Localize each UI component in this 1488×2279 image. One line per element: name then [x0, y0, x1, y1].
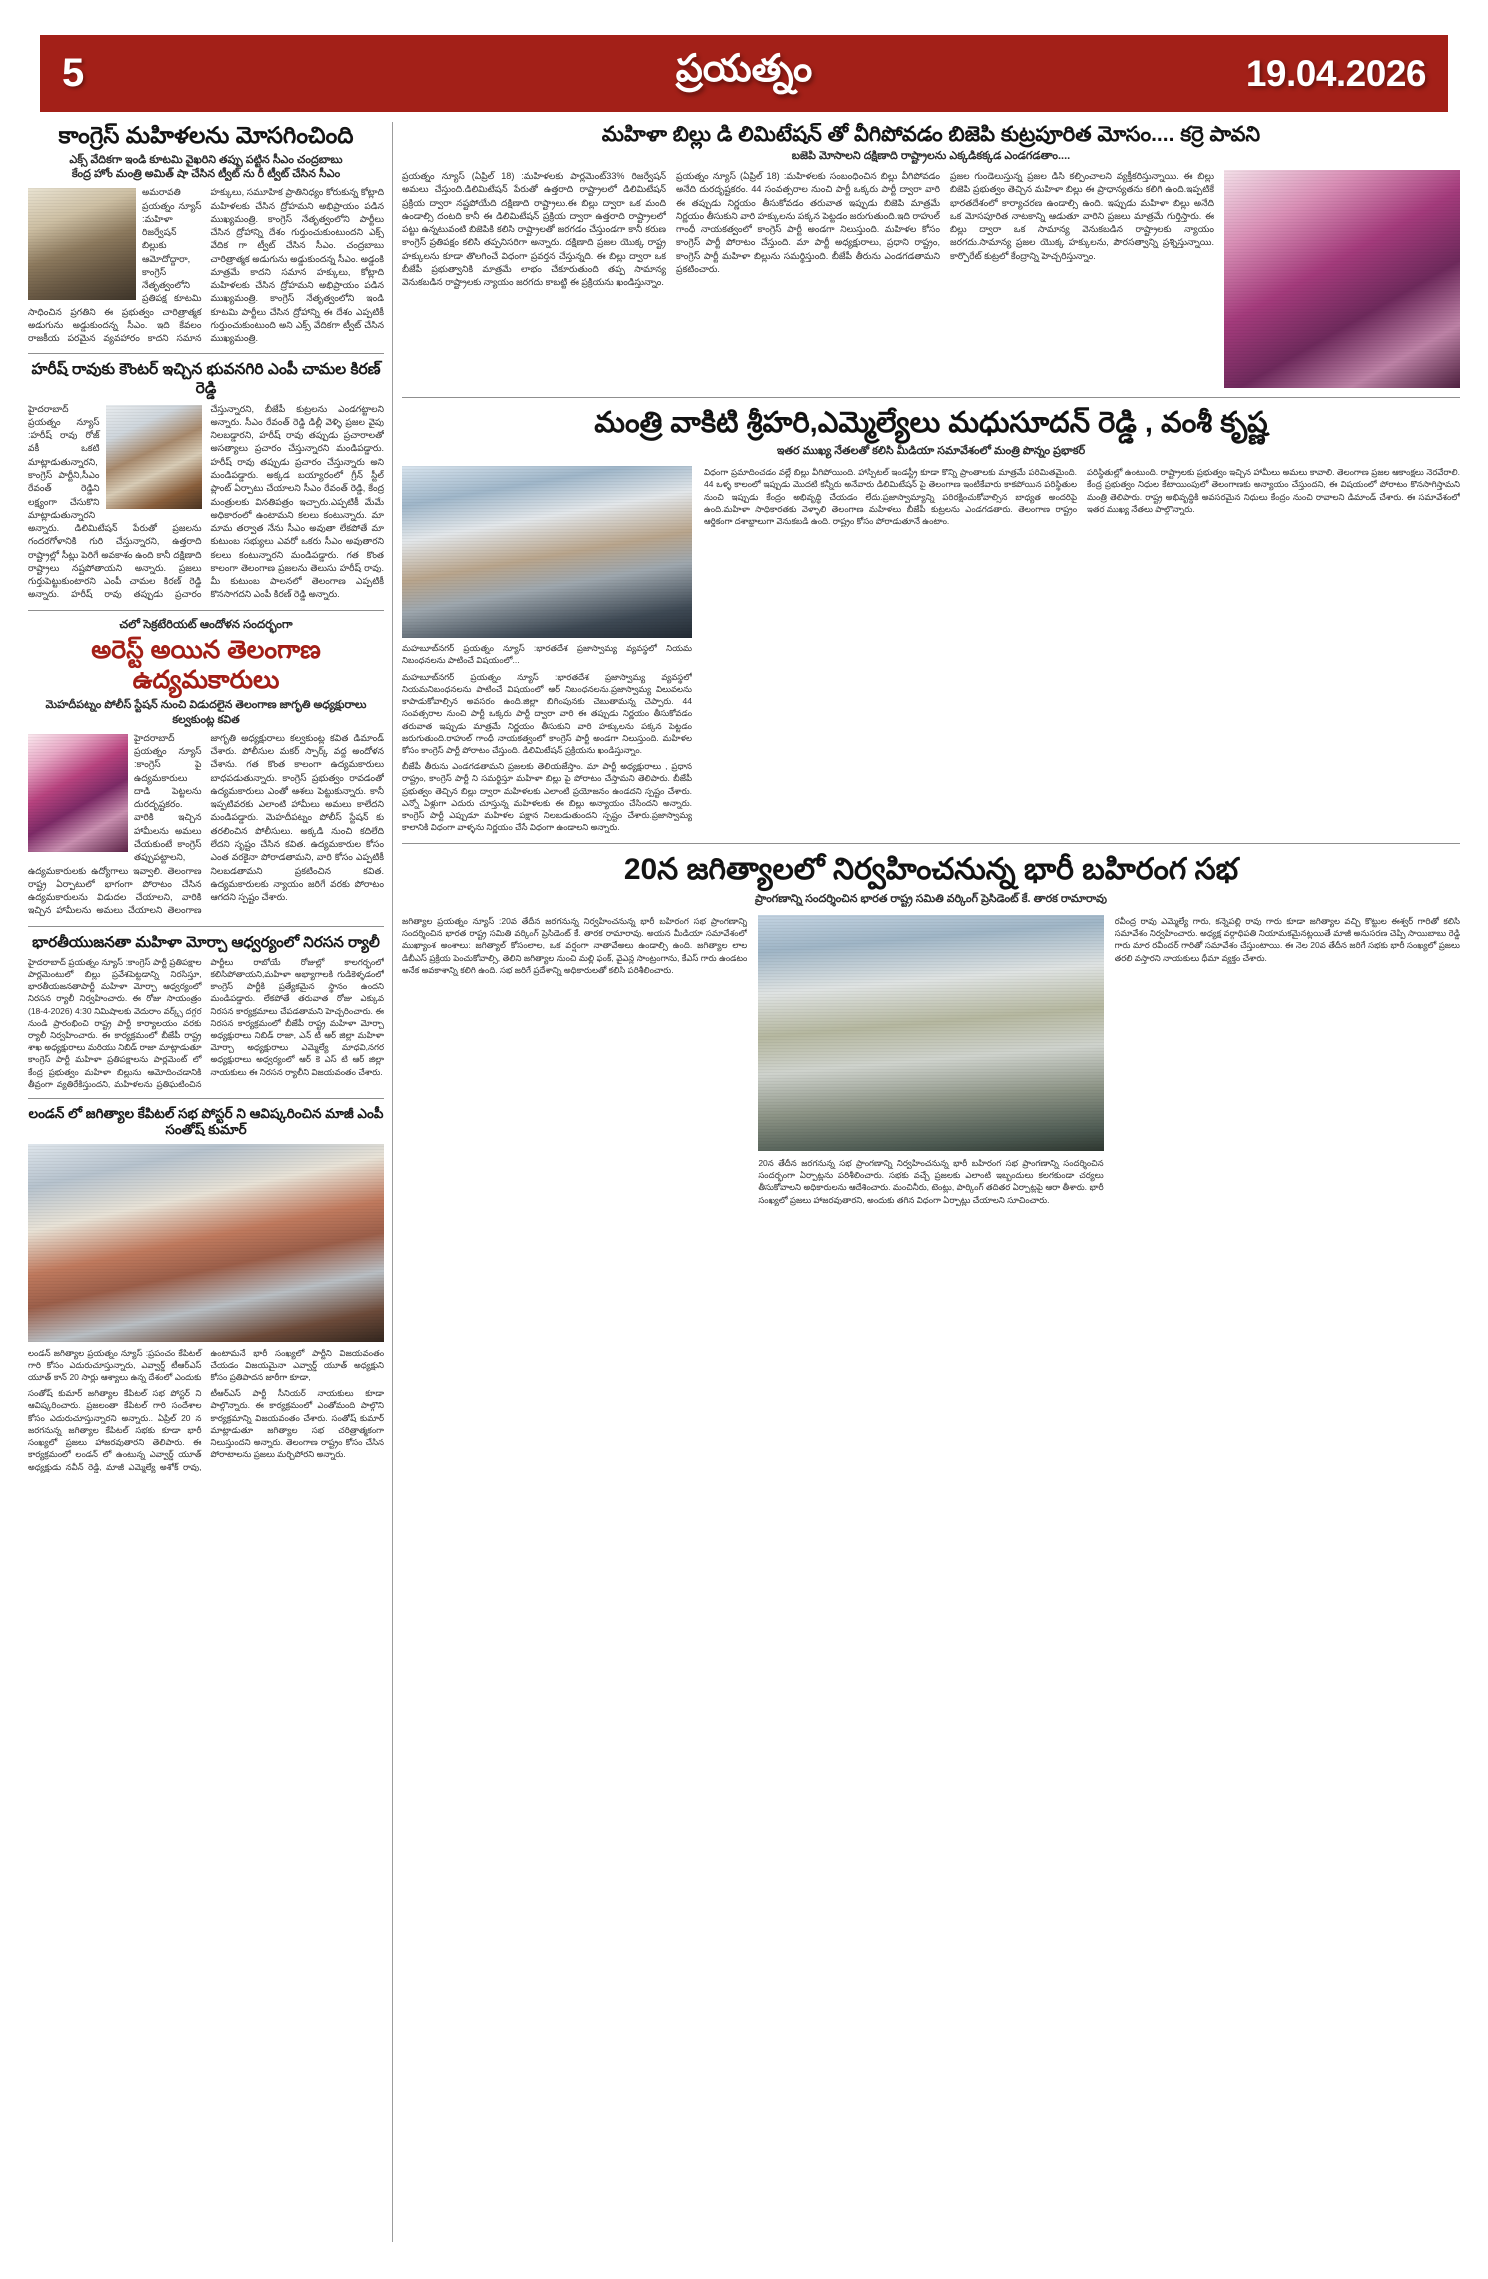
chamala-kiran-reddy-photo	[106, 405, 202, 509]
story2-headline: హరీష్ రావుకు కౌంటర్ ఇచ్చిన భువనగిరి ఎంపీ చామల కిరణ్ రెడ్డి	[31, 361, 381, 398]
poster-launch-photo	[28, 1144, 384, 1342]
karre-pavani-photo	[1224, 170, 1460, 388]
story4-headline: భారతీయుజనతా మహిళా మోర్చా ఆధ్వర్యంలో నిరసన ర్యాలీ	[32, 933, 380, 951]
story5-caption: లండన్ జగిత్యాల ప్రయత్నం న్యూస్ :ప్రపంచం కేపిటల్ గారి కోసం ఎదురుచూస్తున్నారు, ఎవ్వార్డ్ టీఆర్ఎస్ యూత్ కాన్ 20 సార్లు ఆశ్యాలు ఉన్న దేశంలో ఎందుకు ఉంటామనే భారీ సంఖ్యలో పార్టీని విజయవంతం చేయడం విజయమైనా ఎవ్వార్డ్ యూత్ అధ్యక్షుని కోసం ప్రతిపాదన జారీగా కూడా,	[28, 1347, 384, 1382]
brs-leaders-group-photo	[758, 915, 1103, 1151]
chandrababu-naidu-photo	[28, 188, 136, 300]
divider	[28, 926, 384, 927]
story-arrested-activists	[28, 618, 384, 918]
section2-col2: బీజేపీ తీరును ఎండగడతామని ప్రజలకు తెలియజేస్తాం. మా పార్టీ అధ్యక్షురాలు , ప్రధాన రాష్ట్రం, కాంగ్రెస్ పార్టీ ని సమర్థిస్తూ మహిళా బిల్లు పై పోరాటం చేస్తామని తెలిపారు. బీజేపీ ప్రభుత్వం తెచ్చిన బిల్లు ద్వారా మహిళలకు ఎలాంటి ప్రయోజనం ఉండదని స్పష్టం చేశారు. ఎన్నో ఏళ్లుగా ఎదురు చూస్తున్న మహిళలకు ఈ బిల్లు అన్యాయం చేసిందని అన్నారు. కాంగ్రెస్ పార్టీ ఎప్పుడూ మహిళల పక్షాన నిలబడుతుందని స్పష్టం చేశారు.ప్రజాస్వామ్య కాలానికి విధంగా వాళ్ళను నిర్ణయం చేసే విధంగా ఉండాలని అన్నారు.	[402, 761, 692, 833]
story3-body: హైదరాబాద్ ప్రయత్నం న్యూస్ :కాంగ్రెస్ పై ఉద్యమకారులు దాడి పెట్టలను దురదృష్టకరం. వారికి ఇచ్చిన హామీలను అమలు చేయకుంటే కాంగ్రెస్ తప్పుపట్టాలని, ఉద్యమకారులకు ఉద్యోగాలు ఇవ్వాలి. తెలంగాణ రాష్ట్ర ఏర్పాటులో భాగంగా పోరాటం చేసిన ఉద్యమకారులను విడుదల చేయాలని, వారికి ఇచ్చిన హామీలను అమలు చేయాలని తెలంగాణ జాగృతి అధ్యక్షురాలు కల్వకుంట్ల కవిత డిమాండ్ చేశారు. పోలీసుల మకర్ స్పార్క్ వద్ద అందోళన చేశాను. గత కొంత కాలంగా ఉద్యమకారులు బాధపడుతున్నారు. కాంగ్రెస్ ప్రభుత్వం రావడంతో ఉద్యమకారులు ఎంతో ఆశలు పెట్టుకున్నారు. కానీ ఇప్పటివరకు ఎలాంటి హామీలు అమలు కాలేదని మండిపడ్డారు. మెహదీపట్నం పోలీస్ స్టేషన్ కు తరలించిన పోలీసులు. అక్కడి నుంచి కదిలేది లేదని సృష్టం చేసిన కవిత. ఉద్యమకారుల కోసం ఎంత వరకైనా పోరాడతామని, వారి కోసం ఎప్పటికీ నిలబడతామని ప్రకటించిన కవిత. ఉద్యమకారులకు న్యాయం జరిగే వరకు పోరాటం ఆగదని స్పష్టం చేశారు.	[28, 732, 384, 916]
divider	[402, 843, 1460, 844]
section-minister-press-meet	[402, 406, 1460, 834]
kalvakuntla-kavitha-photo	[28, 734, 128, 852]
section3-headline: 20న జగిత్యాలలో నిర్వహించనున్న భారీ బహిరంగ సభ	[623, 852, 1239, 886]
story1-deck-2: కేంద్ర హోం మంత్రి అమిత్ షా చేసిన ట్వీట్ ను రీ ట్వీట్ చేసిన సీఎం	[71, 168, 341, 181]
divider	[402, 397, 1460, 398]
section1-col3: ప్రజల గుండెలుస్తున్న ప్రజల డిసి కల్పించాలని వ్యక్తీకరిస్తున్నాయి. ఈ బిల్లు బిజెపి ప్రభుత్వం తెచ్చిన మహిళా బిల్లు ఈ ప్రాధాన్యతను కలిగి ఉంది.ఇప్పటికే భారతదేశంలో కార్యాచరణ ఉండాల్సి ఉంది. ఇప్పుడు మహిళా బిల్లు అనేది ఒక మోసపూరిత నాటకాన్ని ఆడుతూ వారిని ప్రజలు మాత్రమే గుర్తిస్తారు. ఈ బిల్లు ద్వారా ఒక సామాన్య వెనుకబడిన రాష్ట్రాలకు న్యాయం జరగదు.సామాన్య ప్రజల యొక్క హక్కులను, పౌరసత్వాన్ని ప్రశ్నిస్తున్నాయి. కార్పొరేట్ కుట్రలో కేంద్రాన్ని హెచ్చరిస్తున్నాం.	[950, 171, 1214, 261]
story-congress-mahilalanu	[28, 122, 384, 345]
section2-col4: పరిస్థితుల్లో ఉంటుంది. రాష్ట్రాలకు ప్రభుత్వం ఇచ్చిన హామీలు అమలు కావాలి. తెలంగాణ ప్రజల ఆకాంక్షలు నెరవేరాలి. కేంద్ర ప్రభుత్వం నిధుల కేటాయింపులో తెలంగాణకు అన్యాయం చేస్తుందని, ఈ విషయంలో పోరాటం కొనసాగిస్తామని మంత్రి తెలిపారు. రాష్ట్ర అభివృద్ధికి అవసరమైన నిధులు కేంద్రం నుంచి రావాలని డిమాండ్ చేశారు. ఈ సమావేశంలో ఇతర ముఖ్య నేతలు పాల్గొన్నారు.	[1087, 467, 1460, 514]
section1-col1: ప్రయత్నం న్యూస్ (ఏప్రిల్ 18) :మహిళలకు పార్లమెంట్33% రిజర్వేషన్ అమలు చేస్తుంది.డిలిమిటేషన్ పేరుతో ఉత్తరాది రాష్ట్రాలలో డిలిమిటేషన్ ప్రక్రియ ద్వారా నష్టపోయేది దక్షిణాది రాష్ట్రాలు.ఈ బిల్లు ద్వారా ఒక మంది ఉండాల్సి దంటది కానీ ఈ డిలిమిటేషన్ ప్రక్రియ ద్వారా ఉత్తరాది రాష్ట్రాలలో పట్టు ఉన్నటువంటి బిజెపికి కలిసి రాష్ట్రాలతో జరగడం చేస్తుండగా కానీ కరుణ కాంగ్రెస్ ప్రతిపక్షం కలిసి తప్పనిసరిగా అన్నారు. దక్షిణాది ప్రజల యొక్క రాష్ట్ర హక్కులను కూడా తొలగించే విధంగా ప్రవర్తన చేస్తున్నది. ఈ బిల్లు ద్వారా ఒక బీజేపీ ప్రభుత్వానికి మాత్రమే లాభం చేకూరుతుంది తప్ప సామాన్య వెనుకబడిన రాష్ట్రాలకు న్యాయం జరగదు కాబట్టి ఈ ప్రక్రియను ఖండిస్తున్నాం.	[402, 171, 666, 288]
story2-body: హైదరాబాద్ ప్రయత్నం న్యూస్ :హరీష్ రావు రోజ్ వకీ ఒకటి మాట్లాడుతున్నారని, కాంగ్రెస్ పార్టీని,సీఎం రేవంత్ రెడ్డిని లక్ష్యంగా చేసుకొని మాట్లాడుతున్నారని అన్నారు. డిలిమిటేషన్ పేరుతో ప్రజలను గందరగోళానికి గురి చేస్తున్నారని, ఉత్తరాది రాష్ట్రాల్లో సీట్లు పెరిగే అవకాశం ఉంది కానీ దక్షిణాది రాష్ట్రాలు నష్టపోతాయని అన్నారు. ప్రజలు గుర్తుపెట్టుకుంటారని ఎంపీ చామల కిరణ్ రెడ్డి అన్నారు. హరీష్ రావు తప్పుడు ప్రచారం చేస్తున్నారని, బీజేపీ కుట్రలను ఎండగట్టాలని అన్నారు. సీఎం రేవంత్ రెడ్డి డిల్లీ వెళ్ళి ప్రజల వైపు నిలబడ్డారని, హరీష్ రావు తప్పుడు ప్రచారాలతో అసత్యాలు ప్రచారం చేస్తున్నారని మండిపడ్డారు. హరీష్ రావు తప్పుడు ప్రచారం చేస్తున్నారు అని మండిపడ్డారు. అక్కడ బయ్యారంలో గ్రీన్ స్టీల్ ప్లాంట్ ఏర్పాటు చేయాలని సీఎం రేవంత్ రెడ్డి, కేంద్ర మంత్రులకు వినతిపత్రం ఇచ్చారు.ఎప్పటికీ మేమే అధికారంలో ఉంటామని కలలు కంటున్నారు. మా మామ తర్వాత నేను సీఎం అవుతా లేకపోతే మా కుటుంబ సభ్యులు ఎవరో ఒకరు సీఎం అవుతారని కలలు కంటున్నారని మండిపడ్డారు. గత కొంత కాలంగా తెలంగాణ ప్రజలను తెలుసు హరీష్ రావు. మీ కుటుంబ పాలనలో తెలంగాణ ఎప్పటికీ కొనసాగదని ఎంపీ కిరణ్ రెడ్డి అన్నారు.	[28, 403, 384, 600]
story5-headline: లండన్ లో జగిత్యాల కేపిటల్ సభ పోస్టర్ ని ఆవిష్కరించిన మాజీ ఎంపీ సంతోష్ కుమార్	[28, 1106, 384, 1138]
divider	[28, 610, 384, 611]
story3-kicker: చలో సెక్రటేరియట్ ఆందోళన సందర్భంగా	[119, 618, 293, 631]
divider	[28, 353, 384, 354]
main-content-area	[402, 122, 1460, 2242]
page-number: 5	[62, 51, 85, 95]
story-harish-rao-counter	[28, 361, 384, 601]
section2-headline: మంత్రి వాకిటి శ్రీహరి,ఎమ్మెల్యేలు మధుసూదన్ రెడ్డి , వంశీ కృష్ణ	[594, 407, 1268, 440]
section2-photo-caption: మహబూబ్‌నగర్ ప్రయత్నం న్యూస్ :భారతదేశ ప్రజాస్వామ్య వ్యవస్థలో నియమ నిబంధనలను పాటించే విషయంలో...	[402, 643, 692, 666]
left-column	[28, 122, 384, 2242]
story5-body: సంతోష్ కుమార్ జగిత్యాల కేపిటల్ సభ పోస్టర్ ని ఆవిష్కరించారు. ప్రజలంతా కేపిటల్ గారి సందేశాల కోసం ఎదురుచూస్తున్నారని అన్నారు.. ఏప్రిల్ 20 న జరగనున్న జగిత్యాల కేపిటల్ సభకు కూడా భారీ సంఖ్యలో ప్రజలు హాజరవుతారని తెలిపారు. ఈ కార్యక్రమంలో లండన్ లో ఉంటున్న ఎవ్వార్డ్ యూత్ అధ్యక్షుడు నవీన్ రెడ్డి, మాజీ ఎమ్మెల్యే అశోక్ రావు, టీఆర్ఎస్ పార్టీ సీనియర్ నాయకులు కూడా పాల్గొన్నారు. ఈ కార్యక్రమంలో ఎంతోమంది పాల్గొని కార్యక్రమాన్ని విజయవంతం చేశారు. సంతోష్ కుమార్ మాట్లాడుతూ జగిత్యాల సభ చరిత్రాత్మకంగా నిలుస్తుందని అన్నారు. తెలంగాణ రాష్ట్రం కోసం చేసిన పోరాటాలను ప్రజలు మర్చిపోరని అన్నారు.	[28, 1388, 384, 1472]
section3-col3: రవీంద్ర రావు ఎమ్మెల్యే గారు, కన్నెపల్లి రావు గారు కూడా జగిత్యాల వచ్చి కొట్టుల ఈశ్వర్ గారితో కలిసి సమావేశం నిర్వహించారు. అధ్యక్ష వర్గాధిపతి నియామకమైనట్లయితే మాజీ అనుసరణ చెప్పి సాయిబాబు రెడ్డి గారు మార రవీందర్ గారితో సమావేశం చేస్తుంటాయి. ఈ నెల 20వ తేదీన జరిగే సభకు భారీ సంఖ్యలో ప్రజలు తరలి వస్తారని నాయకులు ధీమా వ్యక్తం చేశారు.	[1114, 915, 1460, 963]
story3-headline: అరెస్ట్ అయిన తెలంగాణ ఉద్యమకారులు	[91, 636, 321, 695]
section3-deck: ప్రాంగణాన్ని సందర్శించిన భారత రాష్ట్ర సమితి వర్కింగ్ ప్రెసిడెంట్ కే. తారక రామారావు	[754, 893, 1107, 905]
story3-deck: మెహదీపట్నం పోలీస్ స్టేషన్ నుంచి విడుదలైన తెలంగాణ జాగృతి అధ్యక్షురాలు కల్వకుంట్ల కవిత	[45, 699, 367, 726]
story1-body: అమరావతి ప్రయత్నం న్యూస్ :మహిళా రిజర్వేషన్ బిల్లుకు ఆమోదోద్దారా, కాంగ్రెస్ నేతృత్వంలోని ప్రతిపక్ష కూటమి సాధించిన ప్రగతిని ఈ ప్రభుత్వం చారిత్రాత్మక అడుగును అడ్డుకుందన్న సీఎం. ఇది కేవలం రాజకీయ పరమైన వ్యవహారం కాదని సమాన హక్కులు, సమూహిక ప్రాతినిధ్యం కోరుకున్న కోట్లాది మహిళలకు చేసిన ద్రోహమని అభిప్రాయం పడిన ముఖ్యమంత్రి. కాంగ్రెస్ నేతృత్వంలోని పార్టీలు చేసిన ద్రోహాన్ని దేశం గుర్తుంచుకుంటుందని ఎక్స్ వేదిక గా ట్వీట్ చేసిన సీఎం. చంద్రబాబు చారిత్రాత్మక అడుగును అడ్డుకుందన్న సీఎం. అడ్డంకి మాత్రమే కాదని సమాన హక్కులు, కోట్లాది మహిళలకు చేసిన ద్రోహమని అభిప్రాయం పడిన ముఖ్యమంత్రి. కాంగ్రెస్ నేతృత్వంలోని ఇండి కూటమి పార్టీలు చేసిన ద్రోహాన్ని ఈ దేశం ఎప్పటికీ గుర్తుంచుకుంటుంది అని ఎక్స్ వేదికగా ట్వీట్ చేసిన ముఖ్యమంత్రి.	[28, 187, 384, 344]
section2-right-text	[704, 466, 1460, 834]
section-jagityal-public-meeting	[402, 852, 1460, 1206]
section2-col1: మహబూబ్‌నగర్ ప్రయత్నం న్యూస్ :భారతదేశ ప్రజాస్వామ్య వ్యవస్థలో నియమనిబంధనలను పాటించే విషయంలో ఆర్ నిబంధనలను.ప్రజాస్వామ్య విలువలను కాపాడుకోవాల్సిన అవసరం ఉంది.జిల్లా బిగింపునకు చెబుతామన్న చెప్పారు. 44 సంవత్సరాల నుంచి పార్టీ ఒక్కరు పార్టీ ద్వారా వారి ఈ తప్పుడు నిర్ణయం తీసుకోవడం తరువాత ఇప్పుడు మాత్రమే నిర్ణయం తీసుకుని వారి హక్కులను పక్కన పెట్టడం జరుగుతుంది.రాహుల్ గాంధీ నాయకత్వంలో కాంగ్రెస్ పార్టీ అండగా నిలుస్తుంది. మహిళల కోసం కాంగ్రెస్ పార్టీ పోరాటం చేస్తుంది. డిలిమిటేషన్ ప్రక్రియను ఖండిస్తున్నాం.	[402, 671, 692, 755]
section1-col2: ప్రయత్నం న్యూస్ (ఏప్రిల్ 18) :మహిళలకు సంబంధించిన బిల్లు వీగిపోవడం అనేది దురదృష్టకరం. 44 సంవత్సరాల నుంచి పార్టీ ఒక్కరు పార్టీ ద్వారా వారి ఈ తప్పుడు నిర్ణయం తీసుకోవడం తరువాత ఇప్పుడు బిజెపి మాత్రమే నిర్ణయం తీసుకుని వారి హక్కులను పక్కన పెట్టడం జరుగుతుంది.ఇది రాహుల్ గాంధీ నాయకత్వంలో కాంగ్రెస్ పార్టీ అండగా నిలుస్తుంది. మహిళల కోసం కాంగ్రెస్ పార్టీ పోరాటం చేస్తుంది. మా పార్టీ అధ్యక్షురాలు, ప్రధాని రాష్ట్రం, కాంగ్రెస్ పార్టీ మహిళా బిల్లును సమర్థిస్తుంది. బీజేపీ తీరును ఎండగడతామని ప్రకటించారు.	[676, 171, 940, 274]
section3-right	[1115, 915, 1460, 1206]
publication-date: 19.04.2026	[1245, 52, 1426, 94]
section1-deck: బజెపి మోసాలని దక్షిణాది రాష్ట్రాలను ఎక్కడికక్కడ ఎండగడతాం....	[791, 150, 1071, 163]
section2-photo-block	[402, 466, 692, 834]
section3-col2: 20న తేదీన జరగనున్న సభ ప్రాంగణాన్ని నిర్వహించనున్న భారీ బహిరంగ సభ ప్రాంగణాన్ని సందర్శించిన సందర్భంగా ఏర్పాట్లను పరిశీలించారు. సభకు వచ్చే ప్రజలకు ఎలాంటి ఇబ్బందులు కలగకుండా చర్యలు తీసుకోవాలని అధికారులను ఆదేశించారు. మంచినీరు, టెంట్లు, పార్కింగ్ తదితర ఏర్పాట్లపై ఆరా తీశారు. భారీ సంఖ్యలో ప్రజలు హాజరవుతారని, అందుకు తగిన విధంగా ఏర్పాట్లు చేయాలని సూచించారు.	[758, 1157, 1104, 1205]
section3-col1: జగిత్యాల ప్రయత్నం న్యూస్ :20వ తేదీన జరగనున్న నిర్వహించనున్న భారీ బహిరంగ సభ ప్రాంగణాన్ని సందర్శించిన భారత రాష్ట్ర సమితి వర్కింగ్ ప్రెసిడెంట్ కే. తారక రామారావు. అయన మీడియా సమావేశంలో ముఖ్యాంశ అంశాలు: జగిత్యాల్ కోసంలాల, ఒక వర్షంగా నాతావేఅలు ఉండాల్సి ఉంది. జగిత్యాల లాల డిబీఎస్ ప్రక్రియ పెంచుకోవాల్సి, తెలిని జగిత్యాల నుంచి మల్లి ఫంక్, వైఎన్ల సాంట్రంగాను, కేఎస్ గారు ఉండటం అనేక అవకాశాన్ని కలిగి ఉంది. సభ జరిగే ప్రదేశాన్ని అధికారులతో కలిసి పరిశీలించారు.	[402, 915, 748, 975]
section2-col3: విధంగా ప్రమాదించడం వల్లే బిల్లు వీగిపోయింది. హాస్పిటల్ ఇండస్ట్రీ కూడా కొన్ని ప్రాంతాలకు మాత్రమే పరిమితమైంది. 44 ఒళ్ళ కాలంలో ఇప్పుడు మొదటి కన్నీరు అనేవారు డిలిమిటేషన్ పై తెలంగాణ ఇంటికేవారు కాకపోయిన పరిస్థితుల నుంచి ఇప్పుడు కేంద్రం అభివృద్ధి చేయడం లేదు.ప్రజాస్వామ్యాన్ని పరిరక్షించుకోవాల్సిన బాధ్యత అందరిపై ఉంది.మహిళా సాధికారతకు వెళ్ళాలి తెలంగాణ మహిళలు బీజేపీ కుట్రలను ఎండగడతారు. తెలంగాణ రాష్ట్రం ఆర్థికంగా దశాబ్దాలుగా వెనుకబడి ఉంది. రాష్ట్రం కోసం పోరాడుతూనే ఉంటాం.	[704, 467, 1077, 527]
story-bjp-mahila-morcha-rally	[28, 934, 384, 1091]
section3-left	[402, 915, 747, 1206]
paper-title: ప్రయత్నం	[675, 47, 813, 90]
press-meet-photo	[402, 466, 692, 638]
column-separator	[392, 122, 393, 2242]
story4-body: హైదరాబాద్ ప్రయత్నం న్యూస్ :కాంగ్రెస్ పార్టీ ప్రతిపక్షాల పార్లమెంటులో బిల్లు ప్రవేశపెట్టడాన్ని నిరసిస్తూ, భారతీయజనతాపార్టీ మహిళా మోర్చా ఆధ్వర్యంలో నిరసన ర్యాలీ నిర్వహించారు. ఈ రోజు సాయంత్రం (18-4-2026) 4:30 నిమిషాలకు వెదురాం వర్క్స్ దగ్గర నుండి ప్రారంభించి రాష్ట్ర పార్టీ కార్యాలయం వరకు ర్యాలీ నిర్వహించారు. ఈ కార్యక్రమంలో బీజేపీ రాష్ట్ర శాఖ అధ్యక్షురాలు మరియు నిబిడ్ రాజా మాట్లాడుతూ కాంగ్రెస్ పార్టీ మహిళా ప్రతిపక్షాలను పార్లమెంట్ లో కేంద్ర ప్రభుత్వం మహిళా బిల్లును ఆమోదించడానికి తీవ్రంగా వ్యతిరేకిస్తుందని, మహిళలను ప్రతిఘటించిన పార్టీలు రాబోయే రోజుల్లో కాలగర్భంలో కలిసిపోతాయని,మహిళా అభ్యాగాలకి గుడికెళ్ళడంలో కాంగ్రెస్ పార్టీకి ప్రత్యేకమైన స్థానం ఉందని మండిపడ్డారు. లేకపోతే తరువాత రోజు ఎక్కువ నిరసన కార్యక్రమాలు చేపడతామని హెచ్చరించారు. ఈ నిరసన కార్యక్రమంలో బీజేపీ రాష్ట్ర మహిళా మోర్చా అధ్యక్షురాలు నిబిడ్ రాజా, ఎన్ టీ ఆర్ జిల్లా మహిళా మోర్చా అధ్యక్షురాలు ఎమ్మెల్యే మాధవి,నగర అధ్యక్షురాలు అధ్వర్యంలో ఆర్ కె ఎస్ టి ఆర్ జిల్లా నాయకులు ఈ నిరసన ర్యాలీని విజయవంతం చేశారు.	[28, 956, 384, 1089]
section-mahila-bill-bjp	[402, 122, 1460, 388]
story1-headline: కాంగ్రెస్ మహిళలను మోసగించింది	[58, 122, 354, 148]
story-london-poster-launch	[28, 1106, 384, 1473]
section2-deck: ఇతర ముఖ్య నేతలతో కలిసి మీడియా సమావేశంలో మంత్రి పొన్నం ప్రభాకర్	[776, 445, 1086, 458]
divider	[28, 1098, 384, 1099]
section3-middle	[758, 915, 1103, 1206]
section1-headline: మహిళా బిల్లు డి లిమిటేషన్ తో వీగిపోవడం బిజెపి కుట్రపూరిత మోసం.... కర్రె పావని	[601, 123, 1261, 146]
masthead-banner	[40, 35, 1448, 112]
story1-deck-1: ఎక్స్ వేదికగా ఇండి కూటమి వైఖరిని తప్పు పట్టిన సీఎం చంద్రబాబు	[69, 153, 343, 166]
